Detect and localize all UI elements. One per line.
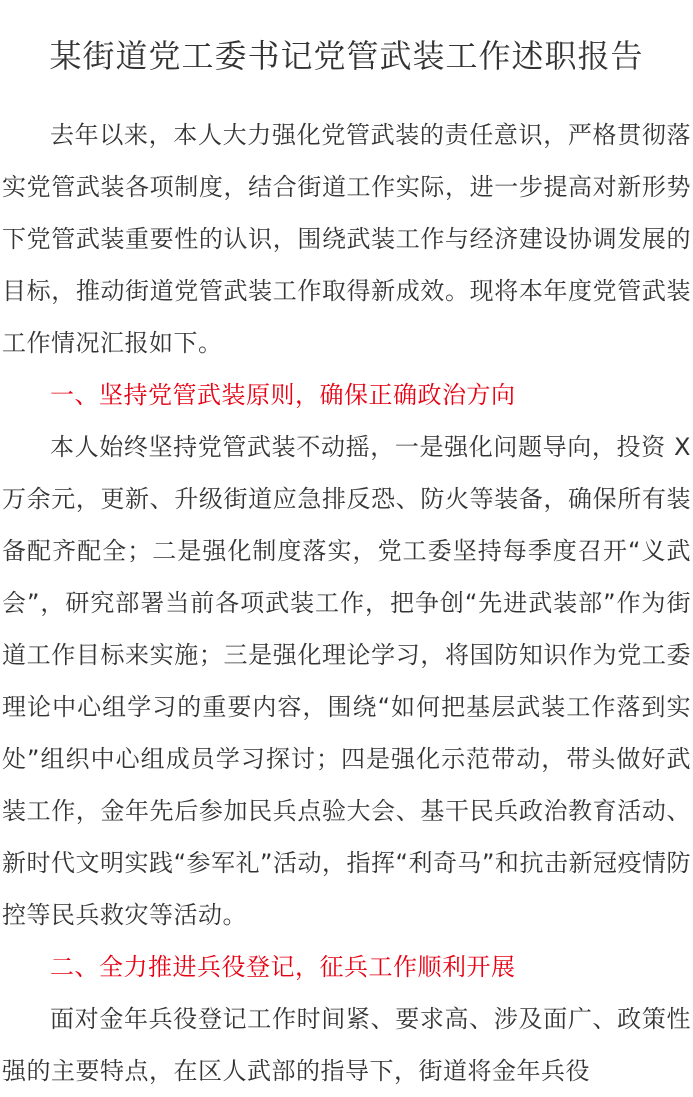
section-heading-2: 二、全力推进兵役登记，征兵工作顺利开展: [50, 953, 516, 981]
section-heading-1: 一、坚持党管武装原则，确保正确政治方向: [50, 381, 516, 409]
paragraph-intro: 去年以来，本人大力强化党管武装的责任意识，严格贯彻落实党管武装各项制度，结合街道工作实际，进一步提高对新形势下党管武装重要性的认识，围绕武装工作与经济建设协调发展的目标，推动街道党管武装工作取得新成效。现将本年度党管武装工作情况汇报如下。: [2, 121, 691, 357]
paragraph-section-1: 本人始终坚持党管武装不动摇，一是强化问题导向，投资 X 万余元，更新、升级街道应急排反恐、防火等装备，确保所有装备配齐配全；二是强化制度落实，党工委坚持每季度召开“义武会”，研究部署当前各项武装工作，把争创“先进武装部”作为街道工作目标来实施；三是强化理论学习，将国防知识作为党工委理论中心组学习的重要内容，围绕“如何把基层武装工作落到实处”组织中心组成员学习探讨；四是强化示范带动，带头做好武装工作，金年先后参加民兵点验大会、基干民兵政治教育活动、新时代文明实践“参军礼”活动，指挥“利奇马”和抗击新冠疫情防控等民兵救灾等活动。: [2, 433, 691, 929]
document-body: [0, 109, 693, 1097]
paragraph-section-2: 面对金年兵役登记工作时间紧、要求高、涉及面广、政策性强的主要特点，在区人武部的指导下，街道将金年兵役: [2, 1005, 691, 1085]
document-title: 某街道党工委书记党管武装工作述职报告: [49, 37, 644, 75]
